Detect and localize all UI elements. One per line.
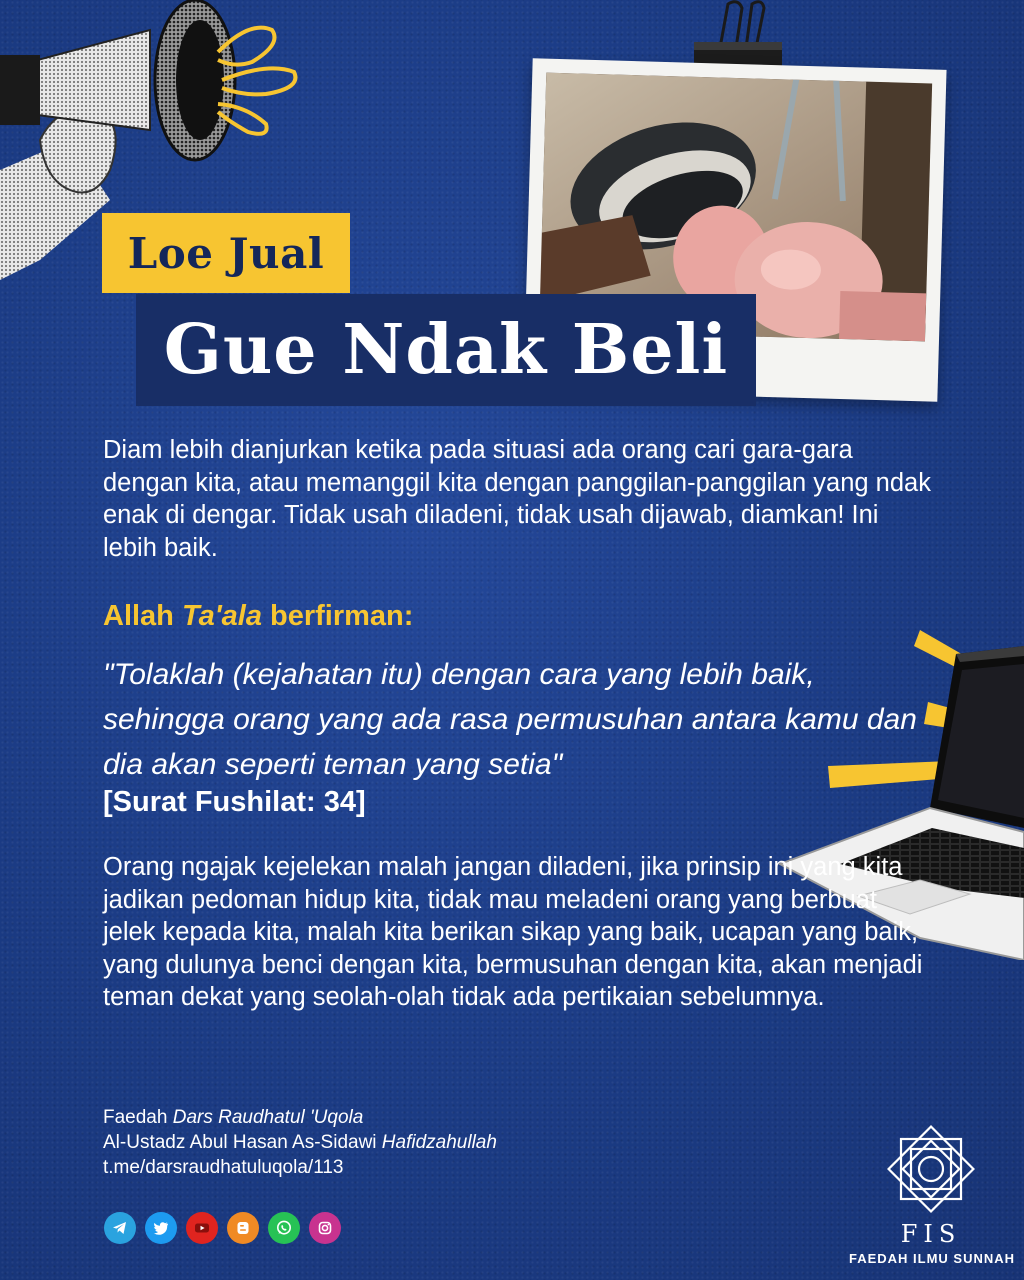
telegram-icon[interactable] [104,1212,136,1244]
firman-prefix: Allah [103,600,174,632]
firman-italic: Ta'ala [181,600,262,632]
credits [103,1105,703,1180]
title-big-box [136,294,756,406]
firman-suffix: berfirman: [270,600,414,632]
twitter-icon[interactable] [145,1212,177,1244]
social-icons [104,1212,341,1244]
firman-heading [103,600,703,633]
credits-line-2-italic: Hafidzahullah [381,1132,497,1153]
credits-line-1-italic: Dars Raudhatul 'Uqola [172,1107,364,1128]
logo-letters: FIS [900,1220,962,1248]
star-logo-icon [882,1120,980,1218]
logo-name: FAEDAH ILMU SUNNAH [848,1251,1016,1266]
credits-line-2 [103,1130,703,1155]
intro-paragraph: Diam lebih dianjurkan ketika pada situasi ada orang cari gara-gara dengan kita, atau memanggil kita dengan panggilan-panggilan yang ndak enak di dengar. Tidak usah diladeni, tidak usah dijawab, diamkan! Ini lebih baik. [103,436,931,562]
quote-text: "Tolaklah (kejahatan itu) dengan cara yang lebih baik, sehingga orang yang ada rasa permusuhan antara kamu dan dia akan seperti teman yang setia" [103,658,917,781]
credits-line-1 [103,1105,703,1130]
instagram-icon[interactable] [309,1212,341,1244]
surah-reference: [Surat Fushilat: 34] [103,786,366,818]
explanation-paragraph: Orang ngajak kejelekan malah jangan diladeni, jika prinsip ini yang kita jadikan pedoman hidup kita, tidak mau meladeni orang yang berbuat jelek kepada kita, malah kita berikan sikap yang baik, ucapan yang baik, yang dulunya benci dengan kita, bermusuhan dengan kita, akan menjadi teman dekat yang seolah-olah tidak ada pertikaian sebelumnya. [103,853,923,1011]
title-small: Loe Jual [127,228,325,278]
blogger-icon[interactable] [227,1212,259,1244]
fis-logo [846,1120,1016,1270]
title-small-box [102,213,350,293]
credits-line-1-prefix: Faedah [103,1107,168,1128]
credits-link[interactable]: t.me/darsraudhatuluqola/113 [103,1157,344,1178]
title-big: Gue Ndak Beli [163,310,729,390]
whatsapp-icon[interactable] [268,1212,300,1244]
youtube-icon[interactable] [186,1212,218,1244]
credits-line-2-prefix: Al-Ustadz Abul Hasan As-Sidawi [103,1132,377,1153]
